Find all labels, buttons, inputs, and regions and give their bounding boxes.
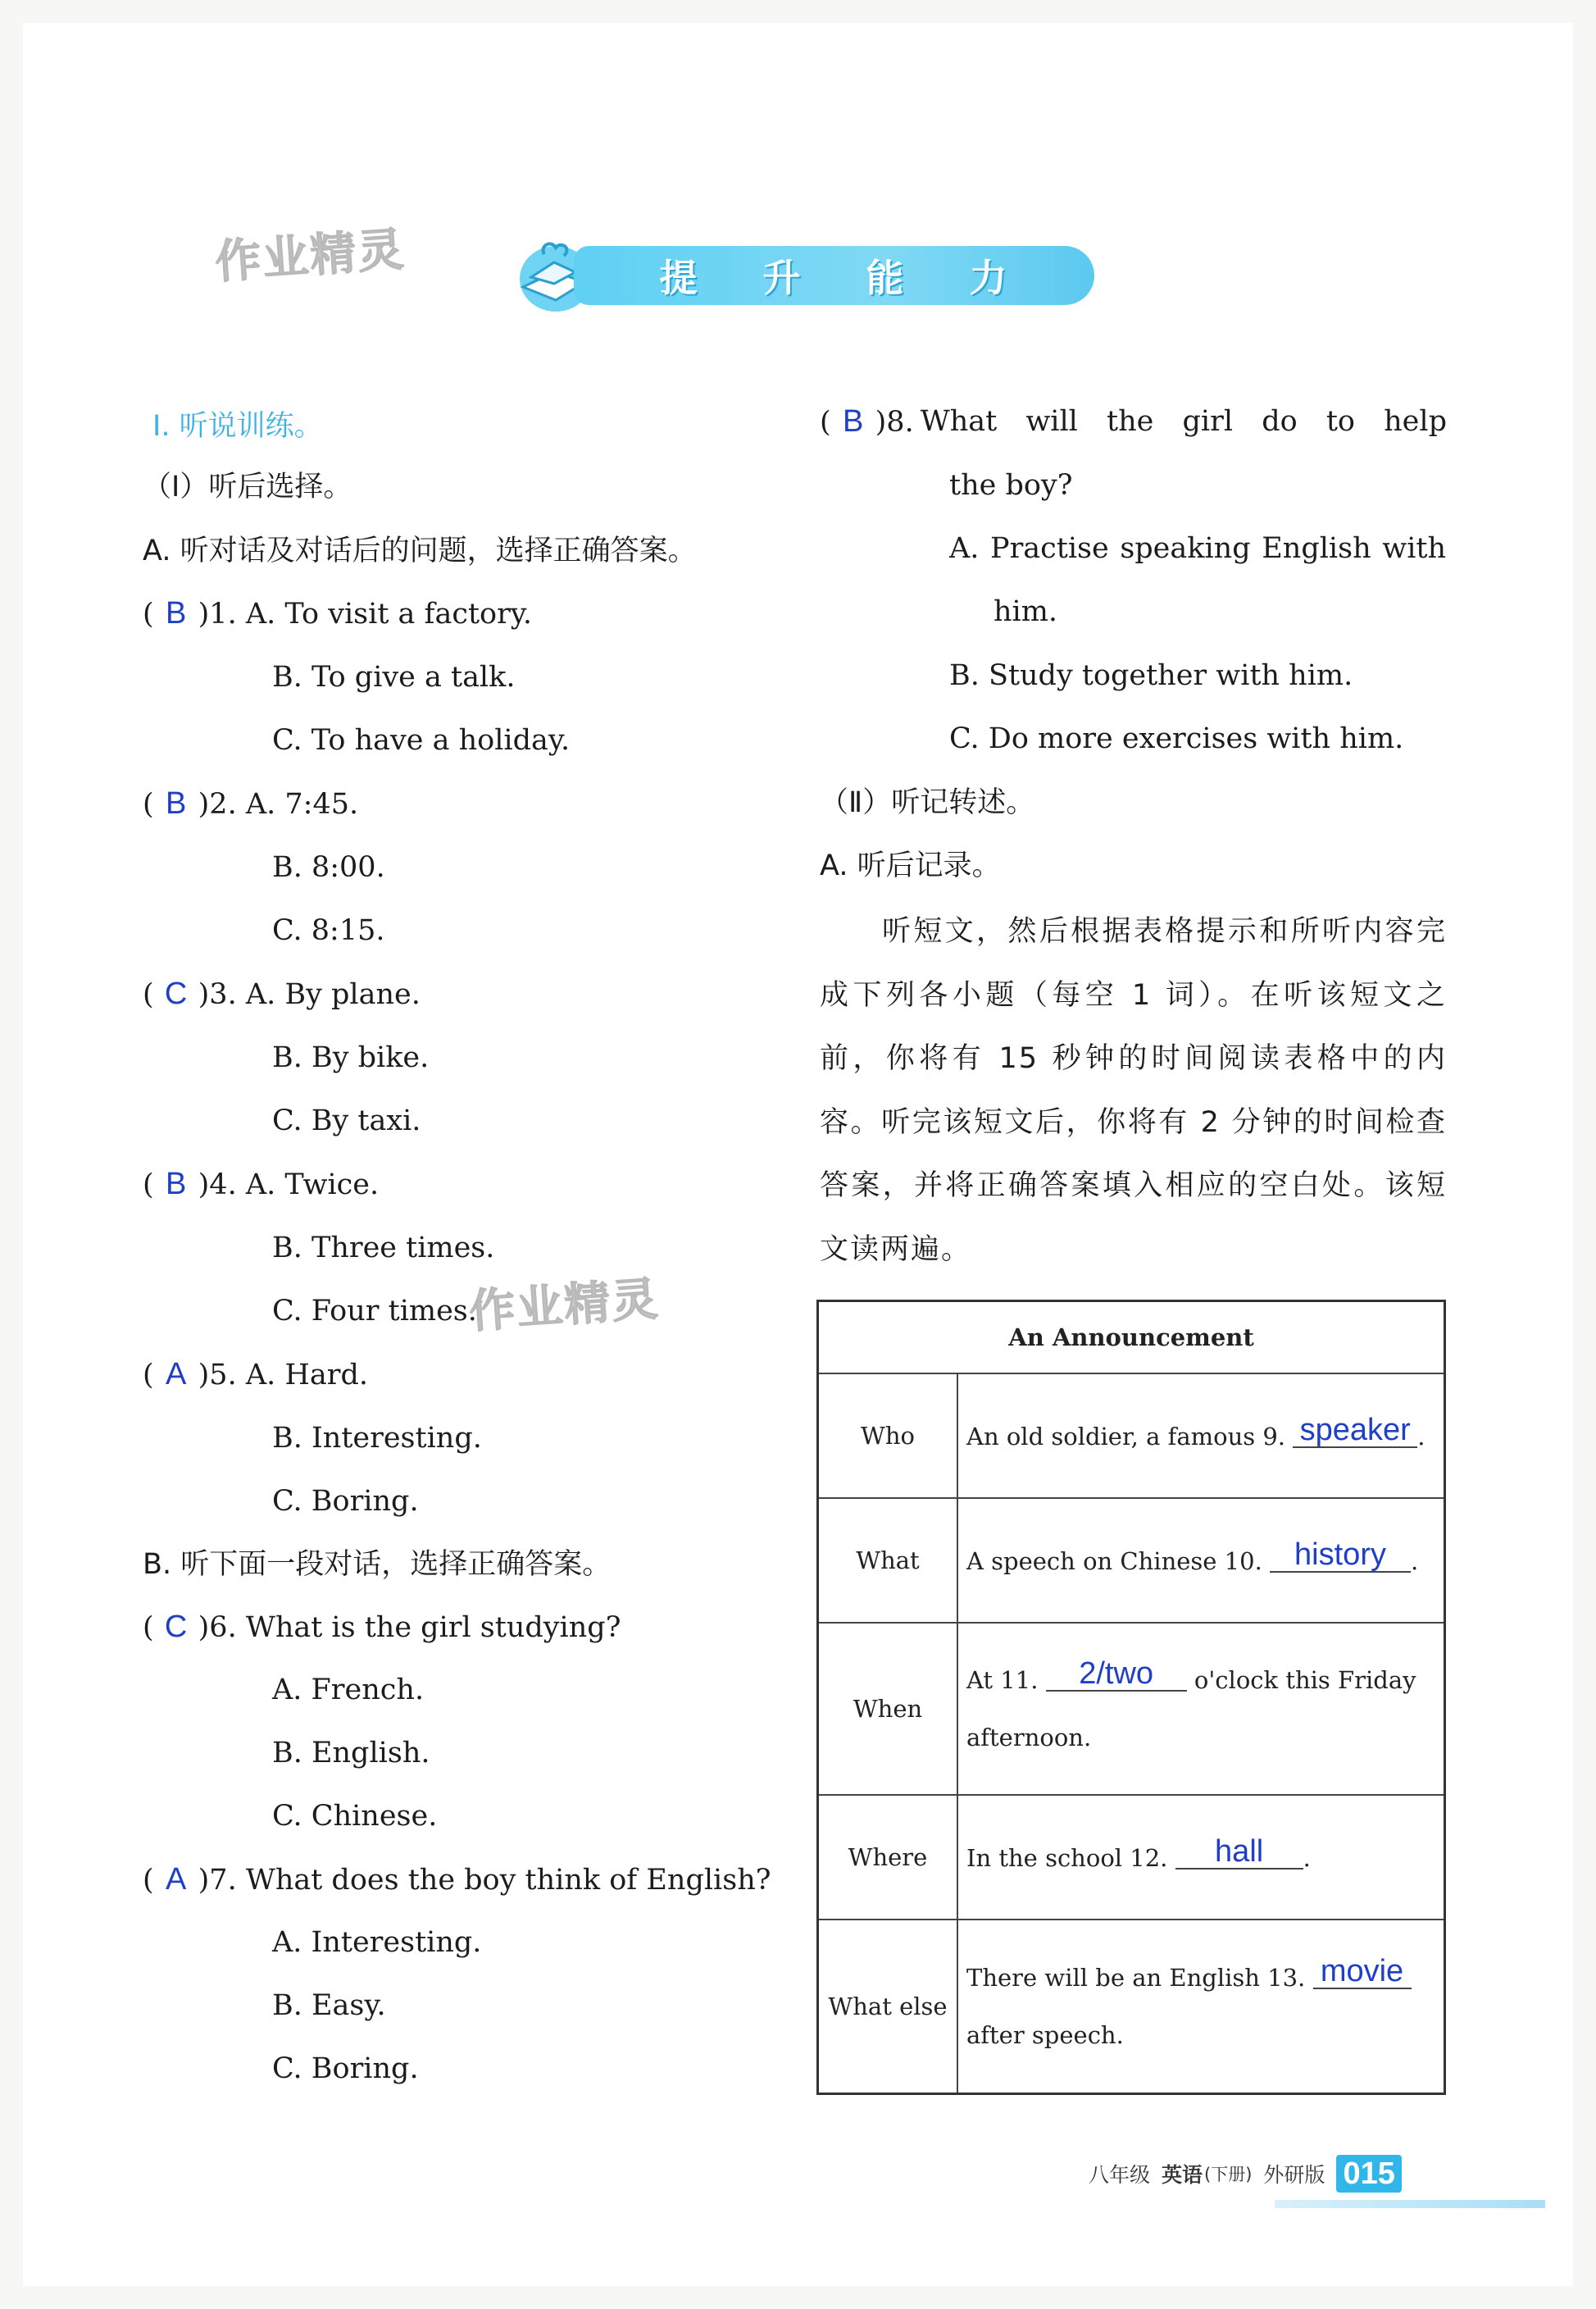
option-5b: B. Interesting. bbox=[272, 1422, 482, 1455]
row-label: What bbox=[818, 1498, 958, 1623]
question-8: ( B )8. What will the girl do to help bbox=[820, 404, 1447, 439]
part-2A-heading: A. 听后记录。 bbox=[820, 849, 1001, 882]
option-4b: B. Three times. bbox=[272, 1232, 495, 1264]
question-1: ( B )1. A. To visit a factory. bbox=[143, 596, 533, 631]
option-3b: B. By bike. bbox=[272, 1041, 430, 1074]
row-content: In the school 12. hall . bbox=[957, 1795, 1445, 1920]
footer-subject: 英语 bbox=[1162, 2163, 1203, 2187]
footer-edition: 外研版 bbox=[1263, 2163, 1325, 2187]
question-6: ( C )6. What is the girl studying? bbox=[143, 1610, 621, 1644]
question-4: ( B )4. A. Twice. bbox=[143, 1167, 380, 1201]
announcement-table bbox=[816, 1300, 1446, 2095]
table-title: An Announcement bbox=[818, 1301, 1445, 1374]
option-8b: B. Study together with him. bbox=[949, 659, 1353, 692]
option-1c: C. To have a holiday. bbox=[272, 724, 571, 757]
part-A-heading: A. 听对话及对话后的问题，选择正确答案。 bbox=[143, 535, 697, 567]
page-footer bbox=[1089, 2155, 1402, 2193]
option-2b: B. 8:00. bbox=[272, 851, 385, 884]
answer-1: B bbox=[165, 596, 187, 631]
answer-7: A bbox=[165, 1862, 187, 1897]
answer-blank-9: speaker bbox=[1293, 1414, 1417, 1448]
option-7a: A. Interesting. bbox=[272, 1926, 482, 1959]
answer-4: B bbox=[165, 1167, 187, 1201]
answer-blank-13: movie bbox=[1313, 1955, 1412, 1989]
option-6a: A. French. bbox=[272, 1674, 425, 1706]
option-6b: B. English. bbox=[272, 1737, 430, 1769]
answer-2: B bbox=[165, 786, 187, 821]
table-row bbox=[818, 1498, 1445, 1623]
watermark-middle: 作业精灵 bbox=[467, 1272, 662, 1340]
option-7b: B. Easy. bbox=[272, 1989, 386, 2022]
question-3: ( C )3. A. By plane. bbox=[143, 977, 421, 1011]
row-label: Who bbox=[818, 1373, 958, 1498]
row-content: There will be an English 13. movie after speech. bbox=[957, 1920, 1445, 2093]
question-2: ( B )2. A. 7:45. bbox=[143, 786, 359, 821]
answer-8: B bbox=[842, 404, 864, 439]
table-row bbox=[818, 1920, 1445, 2093]
option-5c: C. Boring. bbox=[272, 1485, 419, 1518]
table-row bbox=[818, 1373, 1445, 1498]
section-banner bbox=[574, 246, 1094, 305]
option-8a: A. Practise speaking English with bbox=[949, 532, 1446, 565]
footer-volume: (下册) bbox=[1204, 2165, 1253, 2184]
footer-decoration bbox=[1275, 2200, 1545, 2208]
answer-6: C bbox=[164, 1610, 188, 1644]
option-4c: C. Four times. bbox=[272, 1295, 477, 1328]
question-7: ( A )7. What does the boy think of English? bbox=[143, 1862, 771, 1897]
answer-blank-10: history bbox=[1270, 1538, 1411, 1573]
footer-grade: 八年级 bbox=[1089, 2163, 1151, 2187]
option-3c: C. By taxi. bbox=[272, 1104, 421, 1137]
watermark-top: 作业精灵 bbox=[213, 222, 407, 290]
answer-blank-11: 2/two bbox=[1046, 1657, 1187, 1692]
option-7c: C. Boring. bbox=[272, 2052, 419, 2085]
option-2c: C. 8:15. bbox=[272, 914, 385, 947]
row-label: What else bbox=[818, 1920, 958, 2093]
row-label: When bbox=[818, 1623, 958, 1795]
option-6c: C. Chinese. bbox=[272, 1800, 438, 1833]
section-heading: Ⅰ. 听说训练。 bbox=[152, 410, 323, 443]
banner-title: 提 升 能 力 bbox=[659, 256, 1034, 300]
row-content: At 11. 2/two o'clock this Friday afternoon. bbox=[957, 1623, 1445, 1795]
question-8-stem-cont: the boy? bbox=[949, 469, 1073, 502]
answer-5: A bbox=[165, 1357, 187, 1391]
table-row bbox=[818, 1623, 1445, 1795]
page-number: 015 bbox=[1336, 2155, 1401, 2193]
row-label: Where bbox=[818, 1795, 958, 1920]
part-B-heading: B. 听下面一段对话，选择正确答案。 bbox=[143, 1548, 612, 1581]
answer-3: C bbox=[164, 977, 188, 1011]
listening-instructions: 听短文，然后根据表格提示和所听内容完成下列各小题（每空 1 词）。在听该短文之前，你将有 15 秒钟的时间阅读表格中的内容。听完该短文后，你将有 2 分钟的时间检查答案，并将正确答案填入相应的空白处。该短文读两遍。 bbox=[820, 915, 1447, 1266]
table-row bbox=[818, 1795, 1445, 1920]
part-1-heading: （Ⅰ）听后选择。 bbox=[143, 471, 352, 503]
part-2-heading: （Ⅱ）听记转述。 bbox=[820, 786, 1035, 819]
option-1b: B. To give a talk. bbox=[272, 661, 516, 694]
row-content: A speech on Chinese 10. history . bbox=[957, 1498, 1445, 1623]
option-8a-cont: him. bbox=[994, 595, 1058, 628]
question-5: ( A )5. A. Hard. bbox=[143, 1357, 369, 1391]
option-8c: C. Do more exercises with him. bbox=[949, 722, 1404, 755]
answer-blank-12: hall bbox=[1175, 1835, 1303, 1870]
row-content: An old soldier, a famous 9. speaker . bbox=[957, 1373, 1445, 1498]
